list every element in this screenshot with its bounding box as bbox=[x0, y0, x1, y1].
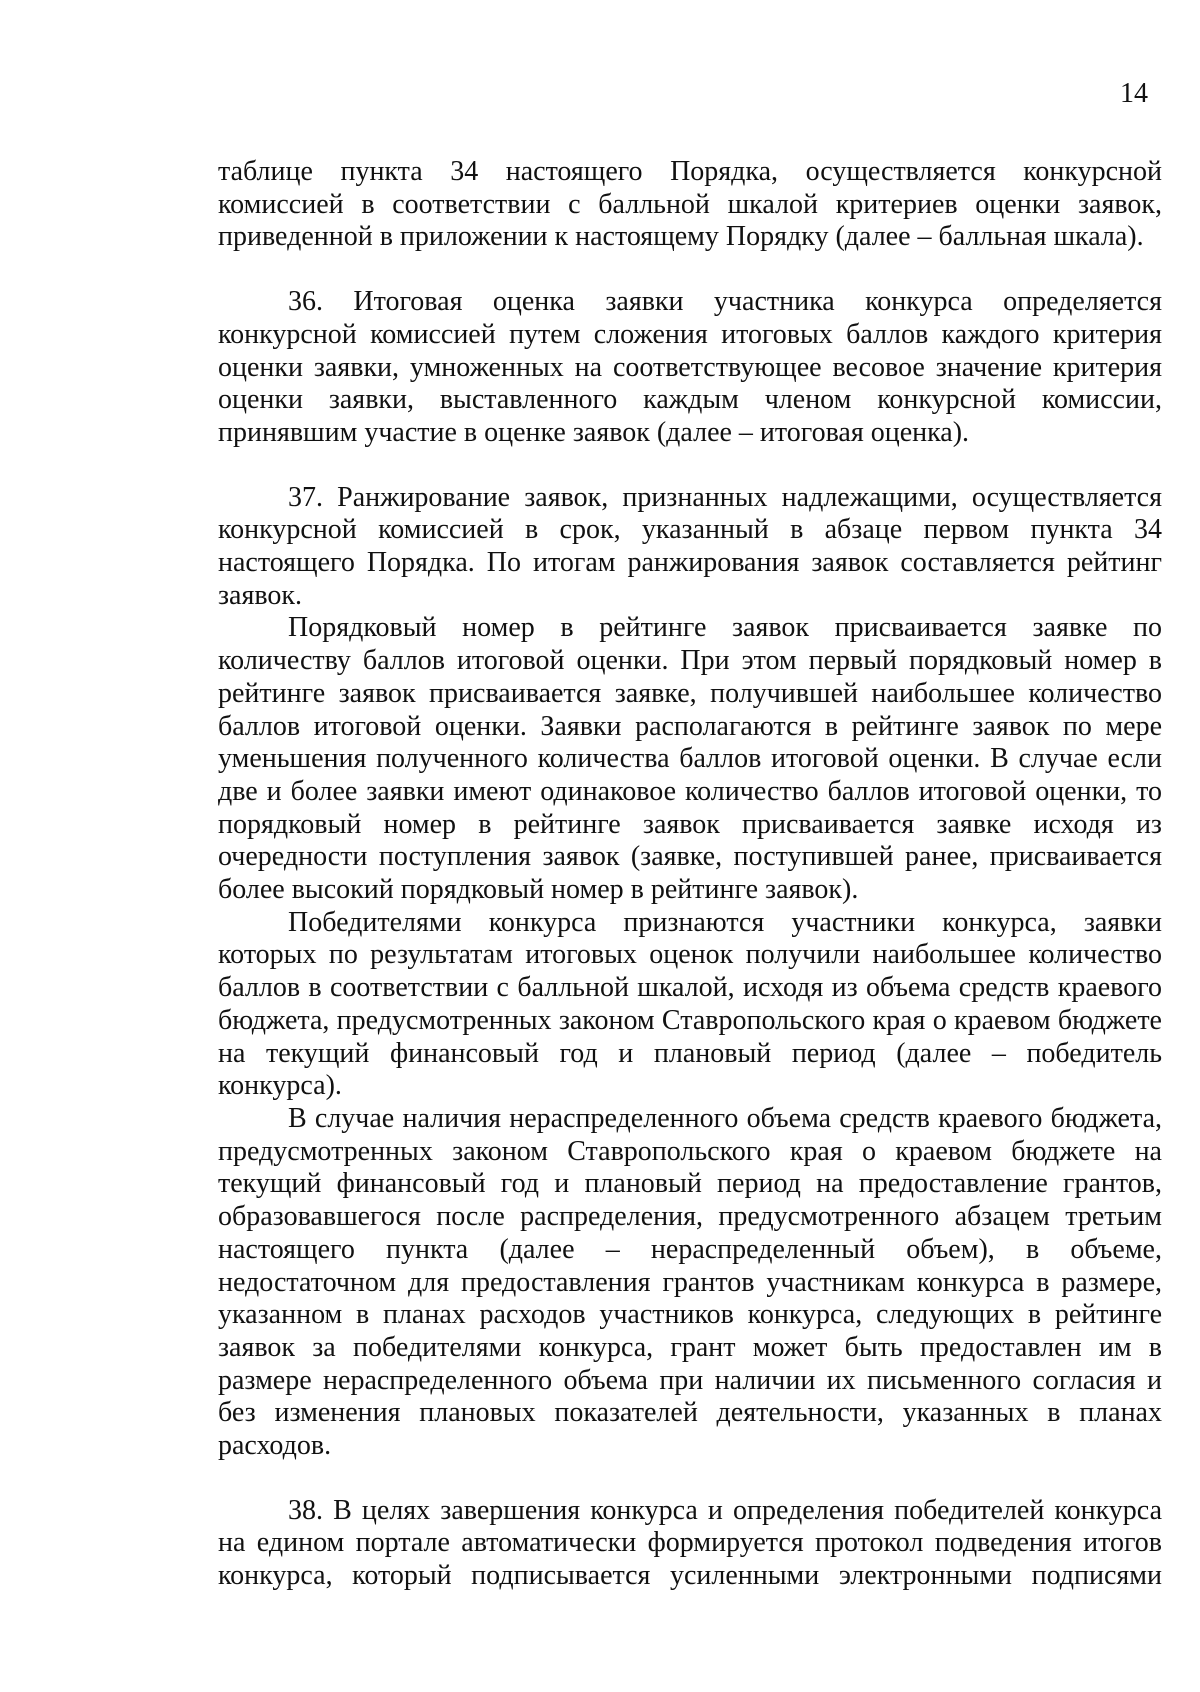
paragraph-36: 36. Итоговая оценка заявки участника конкурса определяется конкурсной комиссией путем сложения итоговых баллов каждого критерия оценки заявки, умноженных на соответствующее весовое значение критерия оценки заявки, выставленного каждым членом конкурсной комиссии, принявшим участие в оценке заявок (далее – итоговая оценка). bbox=[218, 286, 1162, 448]
page-number: 14 bbox=[1120, 78, 1148, 109]
paragraph-38: 38. В целях завершения конкурса и определения победителей конкурса на едином портале автоматически формируется протокол подведения итогов конкурса, который подписывается усиленными электронными подписями bbox=[218, 1494, 1162, 1592]
paragraph-35-continuation: таблице пункта 34 настоящего Порядка, осуществляется конкурсной комиссией в соответствии с балльной шкалой критериев оценки заявок, приведенной в приложении к настоящему Порядку (далее – балльная шкала). bbox=[218, 156, 1162, 253]
paragraph-37-rating-order: Порядковый номер в рейтинге заявок присваивается заявке по количеству баллов итоговой оценки. При этом первый порядковый номер в рейтинге заявок присваивается заявке, получившей наибольшее количество баллов итоговой оценки. Заявки располагаются в рейтинге заявок по мере уменьшения полученного количества баллов итоговой оценки. В случае если две и более заявки имеют одинаковое количество баллов итоговой оценки, то порядковый номер в рейтинге заявок присваивается заявке исходя из очередности поступления заявок (заявке, поступившей ранее, присваивается более высокий порядковый номер в рейтинге заявок). bbox=[218, 612, 1162, 906]
document-body bbox=[218, 156, 1162, 1593]
paragraph-37-undistributed-volume: В случае наличия нераспределенного объема средств краевого бюджета, предусмотренных законом Ставропольского края о краевом бюджете на текущий финансовый год и плановый период на предоставление грантов, образовавшегося после распределения, предусмотренного абзацем третьим настоящего пункта (далее – нераспределенный объем), в объеме, недостаточном для предоставления грантов участникам конкурса в размере, указанном в планах расходов участников конкурса, следующих в рейтинге заявок за победителями конкурса, грант может быть предоставлен им в размере нераспределенного объема при наличии их письменного согласия и без изменения плановых показателей деятельности, указанных в планах расходов. bbox=[218, 1102, 1162, 1462]
paragraph-37-winners: Победителями конкурса признаются участники конкурса, заявки которых по результатам итоговых оценок получили наибольшее количество баллов в соответствии с балльной шкалой, исходя из объема средств краевого бюджета, предусмотренных законом Ставропольского края о краевом бюджете на текущий финансовый год и плановый период (далее – победитель конкурса). bbox=[218, 906, 1162, 1102]
paragraph-37: 37. Ранжирование заявок, признанных надлежащими, осуществляется конкурсной комиссией в срок, указанный в абзаце первом пункта 34 настоящего Порядка. По итогам ранжирования заявок составляется рейтинг заявок. bbox=[218, 481, 1162, 611]
